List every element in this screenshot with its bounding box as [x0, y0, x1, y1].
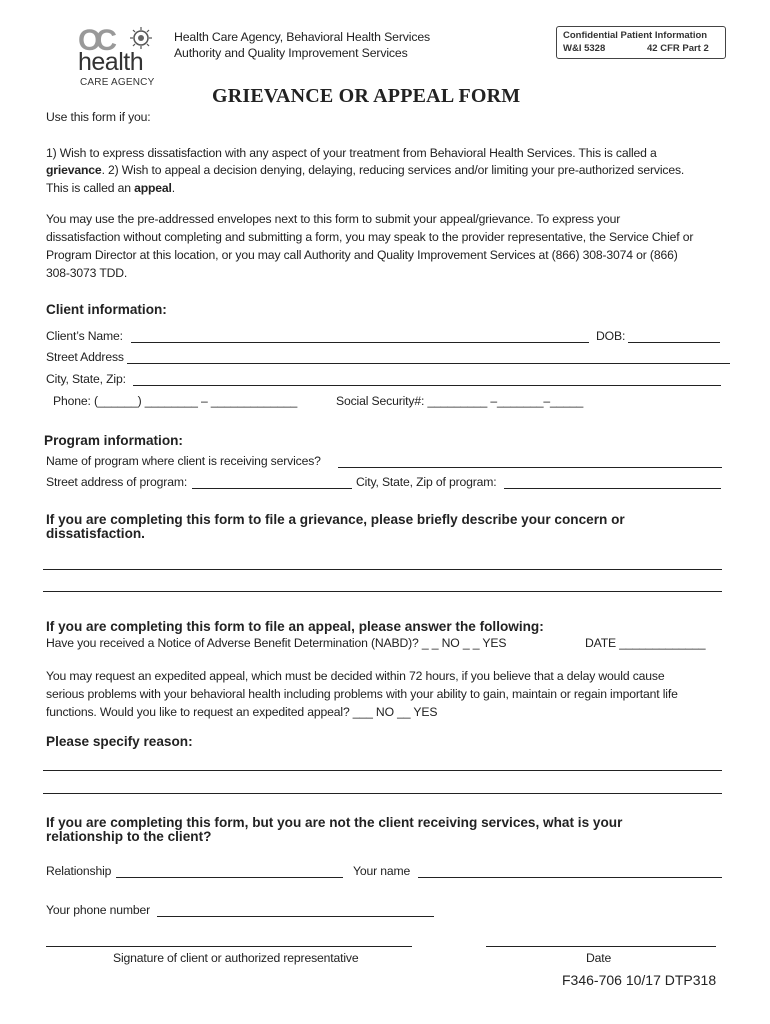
intro-line-2-rest: . 2) Wish to appeal a decision denying, delaying, reducing services and/or limiting your pre-authorized services.	[101, 163, 685, 177]
agency-division: Authority and Quality Improvement Services	[174, 46, 408, 60]
form-title: GRIEVANCE OR APPEAL FORM	[212, 85, 521, 107]
instructions-line-3: Program Director at this location, or you may call Authority and Quality Improvement Services at (866) 308-3074 or (866)	[46, 248, 678, 262]
program-info-heading: Program information:	[44, 433, 183, 448]
relationship-heading-2: relationship to the client?	[46, 829, 212, 844]
your-phone-field[interactable]	[157, 916, 434, 917]
confidential-title: Confidential Patient Information	[563, 30, 708, 41]
instructions-line-2: dissatisfaction without completing and submitting a form, you may speak to the provider representative, the Service Chief or	[46, 230, 694, 244]
ssn-field[interactable]: Social Security#: _________ –_______–_____	[336, 394, 584, 408]
program-name-label: Name of program where client is receiving services?	[46, 454, 321, 468]
signature-field[interactable]	[46, 946, 412, 947]
intro-line-3	[46, 181, 175, 195]
agency-logo	[76, 24, 162, 94]
signature-date-label: Date	[586, 951, 612, 965]
grievance-term: grievance	[46, 163, 102, 177]
phone-field[interactable]: Phone: (______) ________ – _____________	[53, 394, 298, 408]
form-code: F346-706 10/17 DTP318	[562, 972, 717, 988]
logo-agency-text: CARE AGENCY	[80, 77, 155, 88]
logo-oc-mark: OC	[78, 24, 111, 57]
logo-health-text: health	[78, 48, 144, 76]
confidential-badge	[556, 26, 726, 59]
grievance-line-2[interactable]	[43, 591, 722, 592]
program-street-label: Street address of program:	[46, 475, 188, 489]
agency-name: Health Care Agency, Behavioral Health Services	[174, 30, 431, 44]
intro-line-1: 1) Wish to express dissatisfaction with any aspect of your treatment from Behavioral Health Services. This is called a	[46, 146, 657, 160]
client-name-field[interactable]	[131, 342, 589, 343]
client-info-heading: Client information:	[46, 302, 167, 317]
instructions-line-4: 308-3073 TDD.	[46, 266, 128, 280]
city-state-zip-label: City, State, Zip:	[46, 372, 126, 386]
dob-label: DOB:	[596, 329, 626, 343]
intro-line-3-b: .	[171, 181, 176, 195]
city-state-zip-field[interactable]	[133, 385, 721, 386]
street-address-label: Street Address	[46, 350, 124, 364]
sun-seal-icon	[128, 26, 154, 50]
street-address-field[interactable]	[127, 363, 730, 364]
reason-heading: Please specify reason:	[46, 734, 193, 749]
grievance-line-1[interactable]	[43, 569, 722, 570]
intro-line-3-a: This is called an	[46, 181, 135, 195]
use-form-label: Use this form if you:	[46, 110, 151, 124]
expedited-line-2: serious problems with your behavioral health including problems with your ability to gain, maintain or regain important life	[46, 687, 678, 701]
appeal-heading: If you are completing this form to file an appeal, please answer the following:	[46, 619, 544, 634]
relationship-label: Relationship	[46, 864, 112, 878]
relationship-heading-1: If you are completing this form, but you are not the client receiving services, what is your	[46, 815, 623, 830]
grievance-heading-2: dissatisfaction.	[46, 526, 145, 541]
program-street-field[interactable]	[192, 488, 352, 489]
instructions-line-1: You may use the pre-addressed envelopes next to this form to submit your appeal/grievance. To express your	[46, 212, 621, 226]
intro-line-2	[46, 163, 684, 177]
signature-label: Signature of client or authorized representative	[113, 951, 359, 965]
grievance-heading-1: If you are completing this form to file a grievance, please briefly describe your concern or	[46, 512, 625, 527]
program-name-field[interactable]	[338, 467, 722, 468]
dob-field[interactable]	[628, 342, 720, 343]
your-name-field[interactable]	[418, 877, 722, 878]
signature-date-field[interactable]	[486, 946, 716, 947]
client-name-label: Client’s Name:	[46, 329, 123, 343]
appeal-term: appeal	[134, 181, 172, 195]
program-city-label: City, State, Zip of program:	[356, 475, 497, 489]
your-phone-label: Your phone number	[46, 903, 151, 917]
reason-line-2[interactable]	[43, 793, 722, 794]
nabd-date-field[interactable]: DATE _____________	[585, 636, 706, 650]
relationship-field[interactable]	[116, 877, 343, 878]
expedited-line-1: You may request an expedited appeal, which must be decided within 72 hours, if you believe that a delay would cause	[46, 669, 665, 683]
confidential-cfr: 42 CFR Part 2	[647, 43, 709, 54]
your-name-label: Your name	[353, 864, 411, 878]
nabd-question[interactable]: Have you received a Notice of Adverse Benefit Determination (NABD)? _ _ NO _ _ YES	[46, 636, 507, 650]
confidential-code: W&I 5328	[563, 43, 606, 54]
expedited-question[interactable]: functions. Would you like to request an expedited appeal? ___ NO __ YES	[46, 705, 438, 719]
reason-line-1[interactable]	[43, 770, 722, 771]
program-city-field[interactable]	[504, 488, 721, 489]
